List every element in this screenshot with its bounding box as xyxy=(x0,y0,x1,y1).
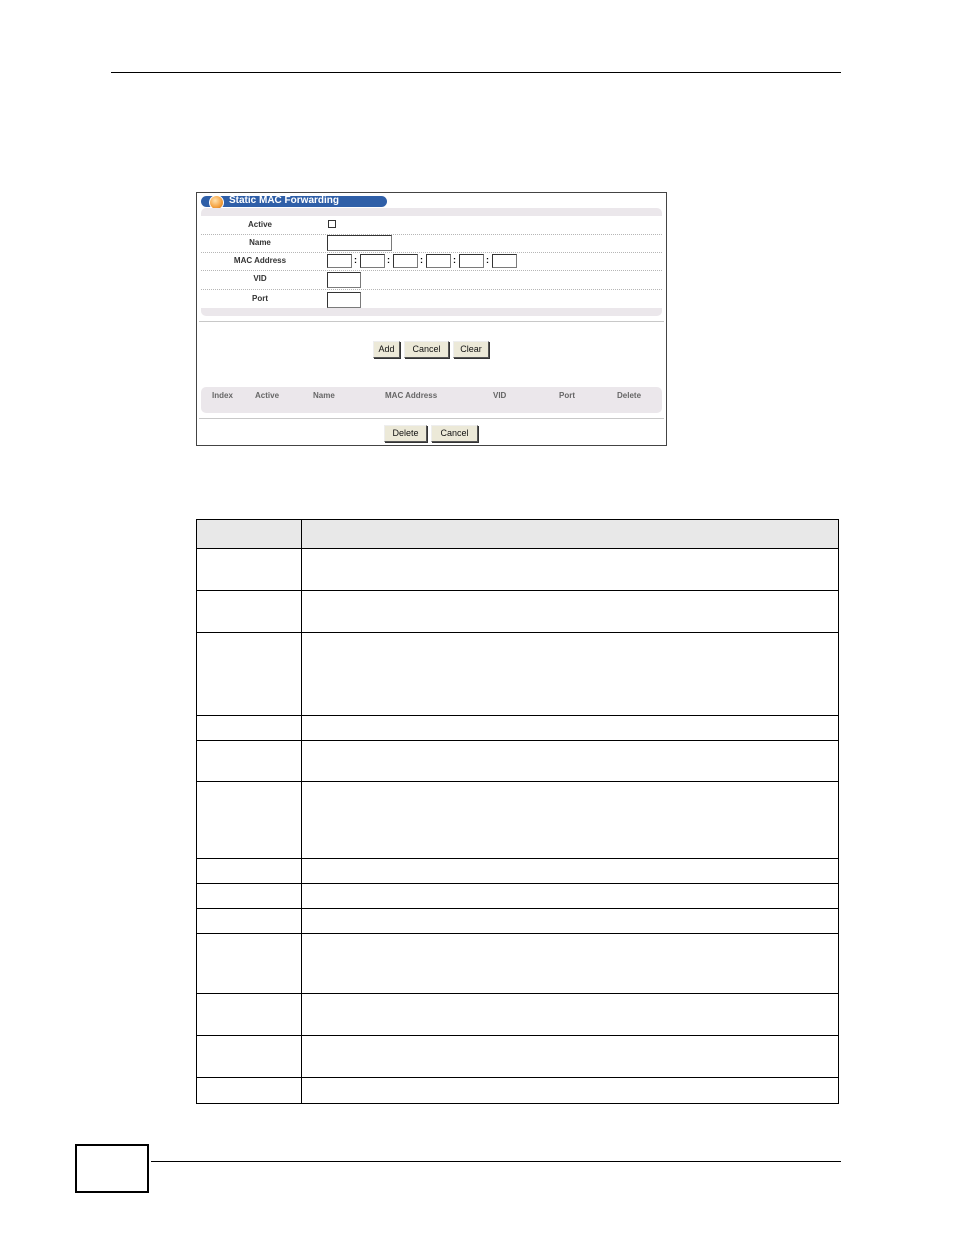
mac-octet-5-input[interactable] xyxy=(459,254,484,268)
form-section xyxy=(201,208,662,316)
mac-separator: : xyxy=(453,255,456,265)
table-row xyxy=(197,994,839,1036)
panel-title: Static MAC Forwarding xyxy=(229,195,340,206)
entries-table-header xyxy=(201,387,662,413)
table-row xyxy=(197,909,839,934)
field-description-table xyxy=(196,519,839,1104)
active-label: Active xyxy=(247,220,272,229)
vid-input[interactable] xyxy=(327,272,361,288)
col-mac-address: MAC Address xyxy=(385,391,438,400)
col-index: Index xyxy=(212,391,233,400)
static-mac-forwarding-panel xyxy=(196,192,667,446)
row-active xyxy=(201,216,662,235)
row-mac xyxy=(201,252,662,271)
col-delete: Delete xyxy=(617,391,642,400)
table-row xyxy=(197,591,839,633)
cancel-button[interactable]: Cancel xyxy=(404,341,449,358)
active-checkbox[interactable] xyxy=(328,220,336,228)
delete-button[interactable]: Delete xyxy=(384,425,427,442)
table-row xyxy=(197,934,839,994)
mac-octet-6-input[interactable] xyxy=(492,254,517,268)
name-label: Name xyxy=(249,238,271,247)
header-rule xyxy=(111,72,841,73)
table-row xyxy=(197,549,839,591)
table-row xyxy=(197,1078,839,1104)
mac-address-label: MAC Address xyxy=(233,256,287,265)
mac-octet-1-input[interactable] xyxy=(327,254,352,268)
table-row xyxy=(197,782,839,859)
table-header-row xyxy=(197,520,839,549)
add-button[interactable]: Add xyxy=(373,341,400,358)
divider xyxy=(199,418,664,419)
table-row xyxy=(197,1036,839,1078)
mac-separator: : xyxy=(486,255,489,265)
col-name: Name xyxy=(313,391,335,400)
col-vid: VID xyxy=(493,391,507,400)
table-row xyxy=(197,633,839,716)
mac-separator: : xyxy=(387,255,390,265)
mac-octet-3-input[interactable] xyxy=(393,254,418,268)
row-vid xyxy=(201,270,662,290)
mac-octet-2-input[interactable] xyxy=(360,254,385,268)
cancel-delete-button[interactable]: Cancel xyxy=(431,425,478,442)
name-input[interactable] xyxy=(327,235,392,251)
row-port xyxy=(201,290,662,308)
mac-octet-4-input[interactable] xyxy=(426,254,451,268)
port-label: Port xyxy=(252,294,268,303)
row-name xyxy=(201,234,662,253)
panel-title-bar xyxy=(201,196,387,207)
table-row xyxy=(197,741,839,782)
divider xyxy=(199,321,664,322)
col-active: Active xyxy=(255,391,280,400)
vid-label: VID xyxy=(253,274,267,283)
clear-button[interactable]: Clear xyxy=(453,341,489,358)
mac-separator: : xyxy=(420,255,423,265)
port-input[interactable] xyxy=(327,292,361,308)
footer-rule xyxy=(151,1161,841,1162)
col-port: Port xyxy=(559,391,575,400)
table-row xyxy=(197,859,839,884)
page-number-box xyxy=(75,1144,149,1193)
table-row xyxy=(197,716,839,741)
mac-separator: : xyxy=(354,255,357,265)
table-row xyxy=(197,884,839,909)
form-rows xyxy=(201,216,662,308)
